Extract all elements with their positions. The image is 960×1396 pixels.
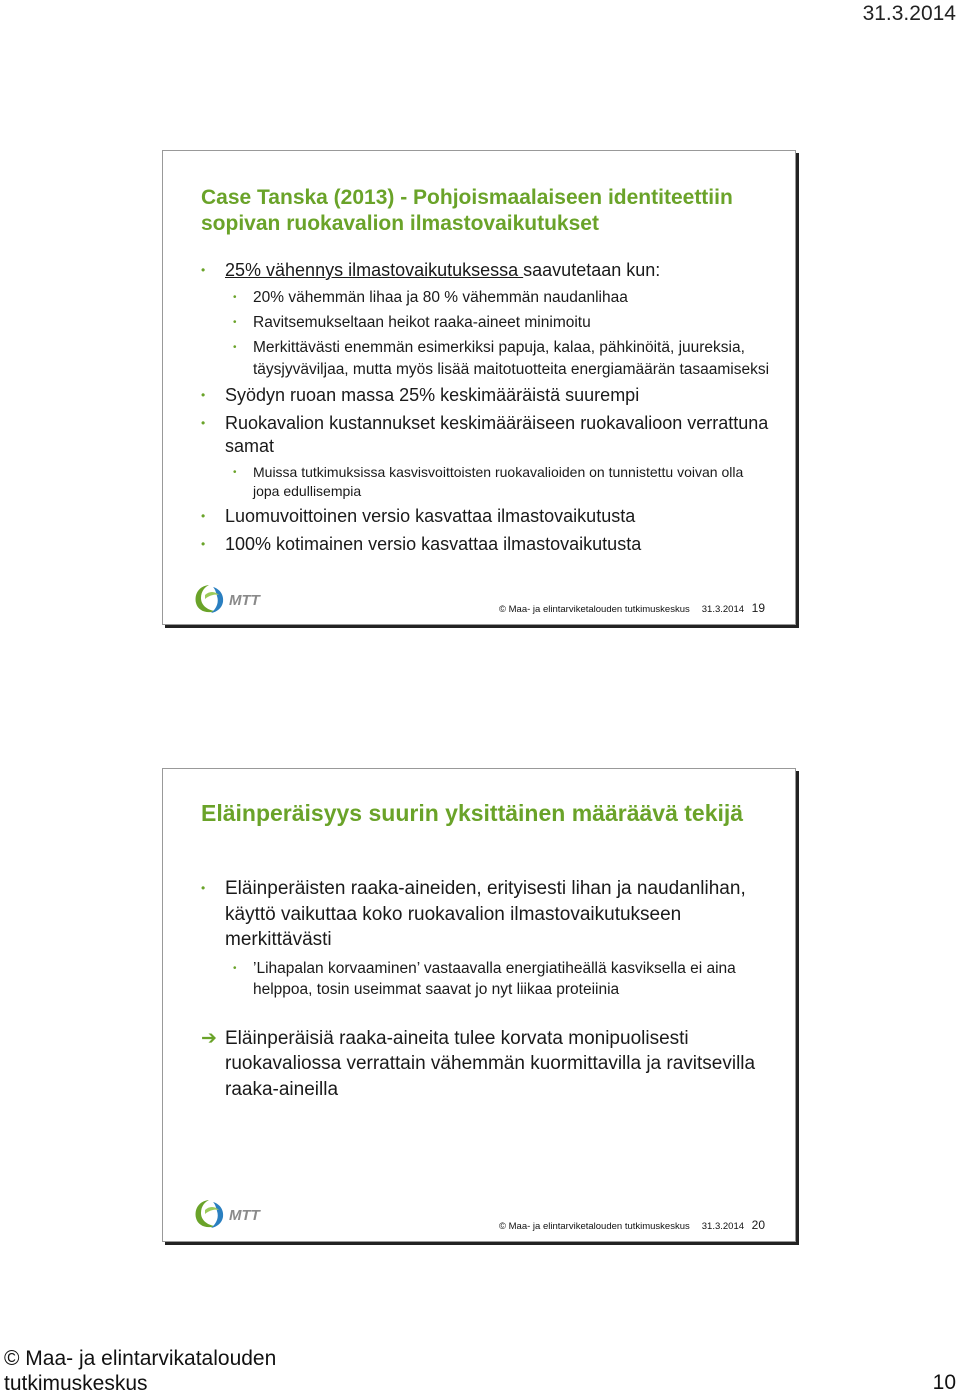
mtt-logo-icon [193, 1196, 273, 1230]
bullet-item [201, 384, 771, 407]
bullet-item [201, 876, 771, 953]
slide-footer [499, 604, 744, 615]
bullet-item [201, 412, 771, 458]
sub-bullet-item [201, 463, 771, 501]
bullet-icon: • [201, 537, 206, 551]
bullet-icon: • [201, 263, 206, 277]
sub-bullet-item [201, 958, 771, 1000]
footer-org: © Maa- ja elintarviketalouden tutkimuskeskus [499, 604, 690, 615]
arrow-right-icon: ➔ [201, 1027, 217, 1049]
slide-number: 20 [751, 1218, 765, 1232]
footer-date: 31.3.2014 [701, 1221, 745, 1232]
bullet-text: Merkittävästi enemmän esimerkiksi papuja, kalaa, pähkinöitä, juureksia, täysjyväviljaa, mutta myös lisää maitotuotteita energiamäärän tasaamiseksi [253, 339, 770, 378]
bullet-icon: • [233, 292, 237, 303]
bullet-text: Ravitsemukseltaan heikot raaka-aineet minimoitu [253, 314, 591, 331]
bullet-item [201, 259, 771, 282]
bullet-icon: • [201, 388, 206, 402]
bullet-text: Muissa tutkimuksissa kasvisvoittoisten ruokavalioiden on tunnistettu voivan olla jopa edullisempia [253, 464, 744, 499]
sub-bullet-item [201, 287, 771, 309]
bullet-icon: • [233, 467, 237, 478]
slide-20 [162, 768, 796, 1242]
bullet-icon: • [233, 317, 237, 328]
bullet-icon: • [233, 342, 237, 353]
bullet-text: 100% kotimainen versio kasvattaa ilmastovaikutusta [225, 534, 642, 554]
slide-title: Case Tanska (2013) - Pohjoismaalaiseen identiteettiin sopivan ruokavalion ilmastovaikutukset [201, 186, 733, 235]
footer-org: © Maa- ja elintarviketalouden tutkimuskeskus [499, 1221, 690, 1232]
slide-footer [499, 1221, 744, 1232]
bullet-text-underlined: 25% vähennys ilmastovaikutuksessa [225, 260, 524, 280]
mtt-logo-icon [193, 581, 273, 615]
bullet-item [201, 533, 771, 556]
bullet-text: ’Lihapalan korvaaminen’ vastaavalla energiatiheällä kasviksella ei aina helppoa, tosin useimmat saavat jo nyt liikaa proteiinia [253, 959, 736, 998]
bullet-text: Ruokavalion kustannukset keskimääräiseen ruokavalioon verrattuna samat [225, 413, 769, 456]
logo-text: MTT [229, 592, 260, 609]
bullet-icon: • [201, 509, 206, 523]
slide-body [201, 259, 771, 561]
logo-text: MTT [229, 1207, 260, 1224]
bullet-icon: • [201, 881, 206, 895]
bullet-text: Syödyn ruoan massa 25% keskimääräistä suurempi [225, 385, 640, 405]
arrow-item [201, 1026, 771, 1103]
bullet-text: 20% vähemmän lihaa ja 80 % vähemmän naudanlihaa [253, 289, 628, 306]
bullet-item [201, 505, 771, 528]
page-number: 10 [932, 1371, 956, 1394]
slide-19 [162, 150, 796, 625]
bullet-text: Luomuvoittoinen versio kasvattaa ilmastovaikutusta [225, 506, 636, 526]
bullet-icon: • [201, 416, 206, 430]
slide-body [201, 876, 771, 1102]
sub-bullet-item [201, 312, 771, 334]
footer-date: 31.3.2014 [701, 604, 745, 615]
slide-number: 19 [751, 601, 765, 615]
slide-title: Eläinperäisyys suurin yksittäinen määräävä tekijä [201, 800, 744, 826]
bullet-icon: • [233, 962, 237, 974]
arrow-text: Eläinperäisiä raaka-aineita tulee korvata monipuolisesti ruokavaliossa verrattain vähemmän kuormittavilla ja ravitsevilla raaka-aineilla [225, 1027, 756, 1100]
page-footer-org: © Maa- ja elintarvikatalouden tutkimuskeskus [4, 1347, 277, 1395]
bullet-text: Eläinperäisten raaka-aineiden, erityisesti lihan ja naudanlihan, käyttö vaikuttaa koko ruokavalion ilmastovaikutukseen merkittävästi [225, 878, 746, 950]
sub-bullet-item [201, 337, 771, 381]
page-date: 31.3.2014 [862, 2, 956, 25]
bullet-text: saavutetaan kun: [523, 260, 661, 280]
